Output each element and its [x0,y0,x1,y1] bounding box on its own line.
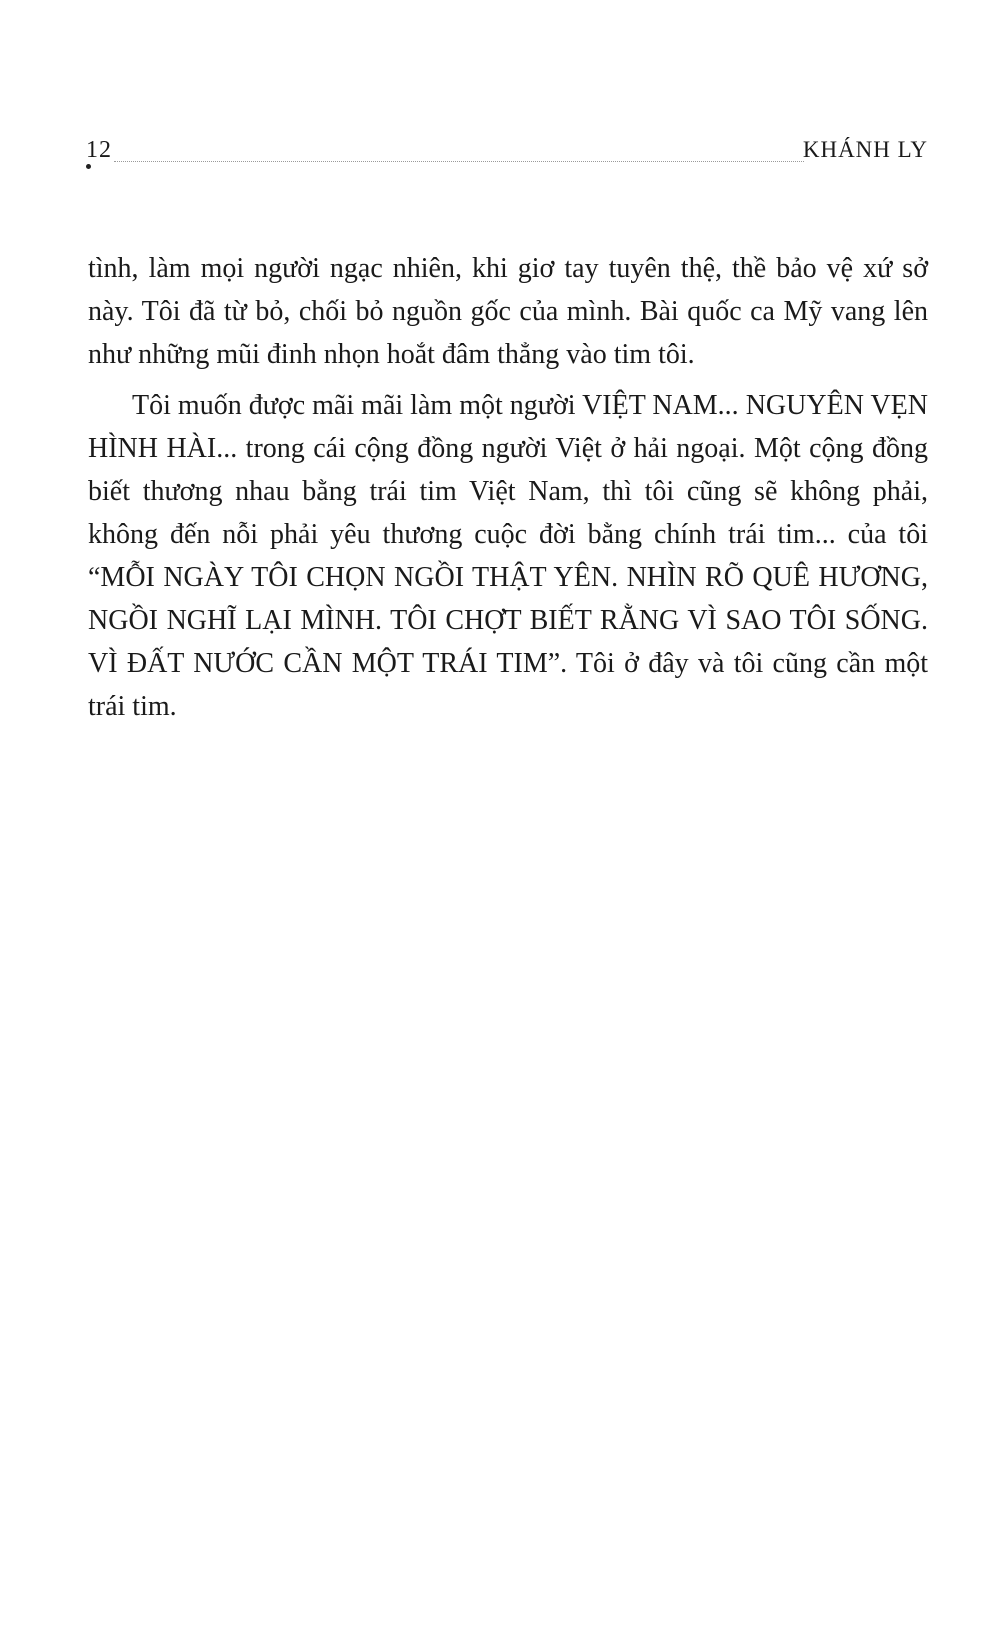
page-body [88,247,928,736]
page-number: 12 [86,137,112,163]
running-header-author: KHÁNH LY [802,137,928,162]
paragraph: Tôi muốn được mãi mãi làm một người VIỆT NAM... NGUYÊN VẸN HÌNH HÀI... trong cái cộng đồng người Việt ở hải ngoại. Một cộng đồng biết thương nhau bằng trái tim Việt Nam, thì tôi cũng sẽ không phải, không đến nỗi phải yêu thương cuộc đời bằng chính trái tim... của tôi “MỖI NGÀY TÔI CHỌN NGỒI THẬT YÊN. NHÌN RÕ QUÊ HƯƠNG, NGỒI NGHĨ LẠI MÌNH. TÔI CHỢT BIẾT RẰNG VÌ SAO TÔI SỐNG. VÌ ĐẤT NƯỚC CẦN MỘT TRÁI TIM”. Tôi ở đây và tôi cũng cần một trái tim. [88,390,928,722]
running-header [86,136,928,166]
paragraph-continued: tình, làm mọi người ngạc nhiên, khi giơ tay tuyên thệ, thề bảo vệ xứ sở này. Tôi đã từ bỏ, chối bỏ nguồn gốc của mình. Bài quốc ca Mỹ vang lên như những mũi đinh nhọn hoắt đâm thẳng vào tim tôi. [88,253,928,370]
header-dotted-rule [114,161,804,162]
header-dot-ornament [86,164,91,169]
